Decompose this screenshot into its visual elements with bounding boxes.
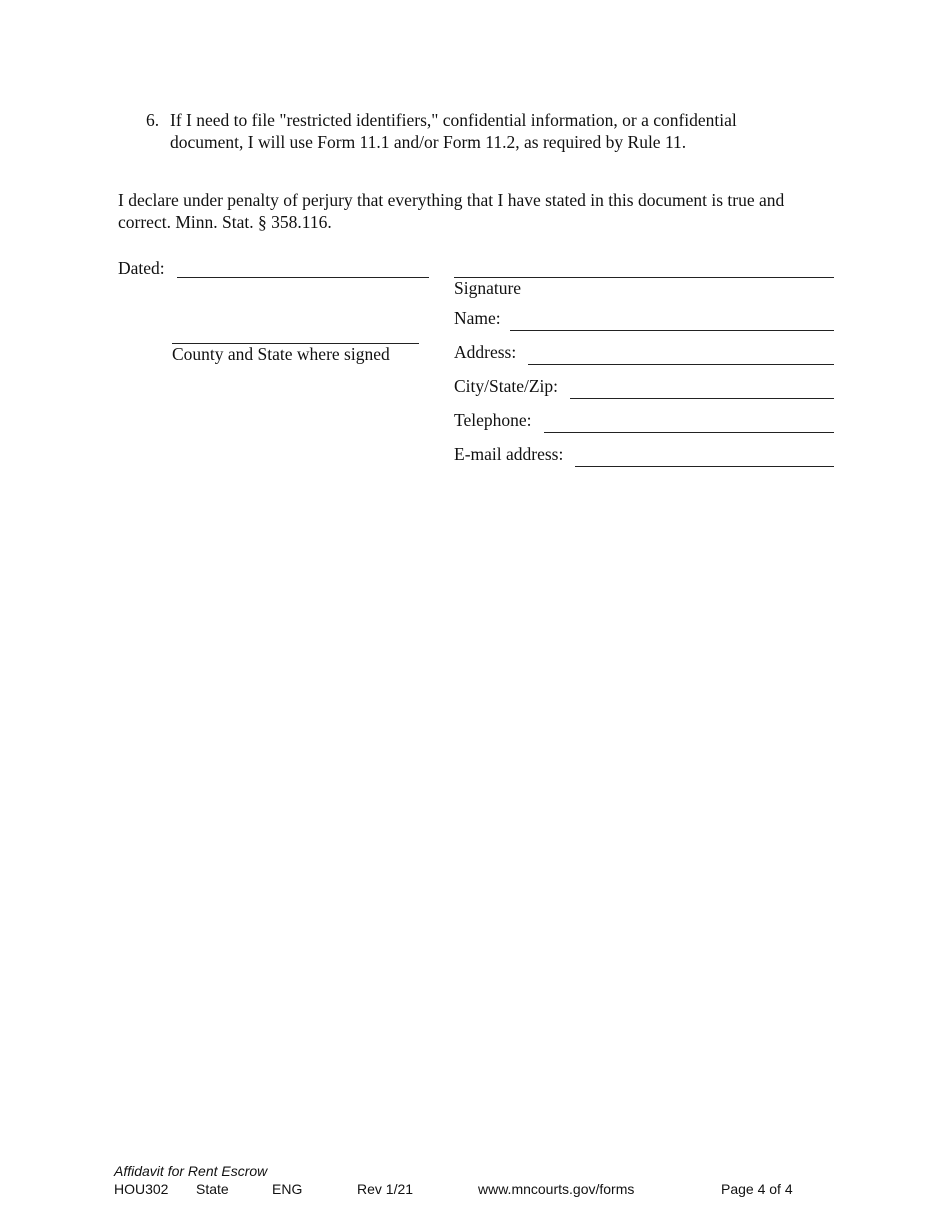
address-field[interactable]	[528, 364, 834, 365]
declaration-line-2: correct. Minn. Stat. § 358.116.	[118, 212, 332, 232]
footer-revision: Rev 1/21	[357, 1181, 414, 1197]
footer-url[interactable]: www.mncourts.gov/forms	[478, 1181, 635, 1197]
name-label: Name:	[454, 308, 501, 328]
item-6-line-2: document, I will use Form 11.1 and/or Form 11.2, as required by Rule 11.	[170, 132, 687, 152]
declaration-line-1: I declare under penalty of perjury that everything that I have stated in this document is true and	[118, 190, 785, 210]
footer-page-number: Page 4 of 4	[721, 1181, 793, 1197]
county-state-label: County and State where signed	[172, 344, 390, 364]
footer-jurisdiction: State	[196, 1181, 229, 1197]
city-state-zip-field[interactable]	[570, 398, 834, 399]
footer-form-title: Affidavit for Rent Escrow	[114, 1163, 268, 1179]
address-label: Address:	[454, 342, 517, 362]
email-field[interactable]	[575, 466, 834, 467]
item-number: 6.	[146, 110, 160, 130]
signature-label: Signature	[454, 278, 522, 298]
name-field[interactable]	[510, 330, 834, 331]
item-6-line-1: If I need to file "restricted identifiers," confidential information, or a confidential	[170, 110, 737, 130]
city-state-zip-label: City/State/Zip:	[454, 376, 559, 396]
email-label: E-mail address:	[454, 444, 564, 464]
footer-language: ENG	[272, 1181, 303, 1197]
dated-field[interactable]	[177, 277, 429, 278]
dated-label: Dated:	[118, 258, 165, 278]
footer-form-code: HOU302	[114, 1181, 169, 1197]
telephone-label: Telephone:	[454, 410, 532, 430]
telephone-field[interactable]	[544, 432, 834, 433]
